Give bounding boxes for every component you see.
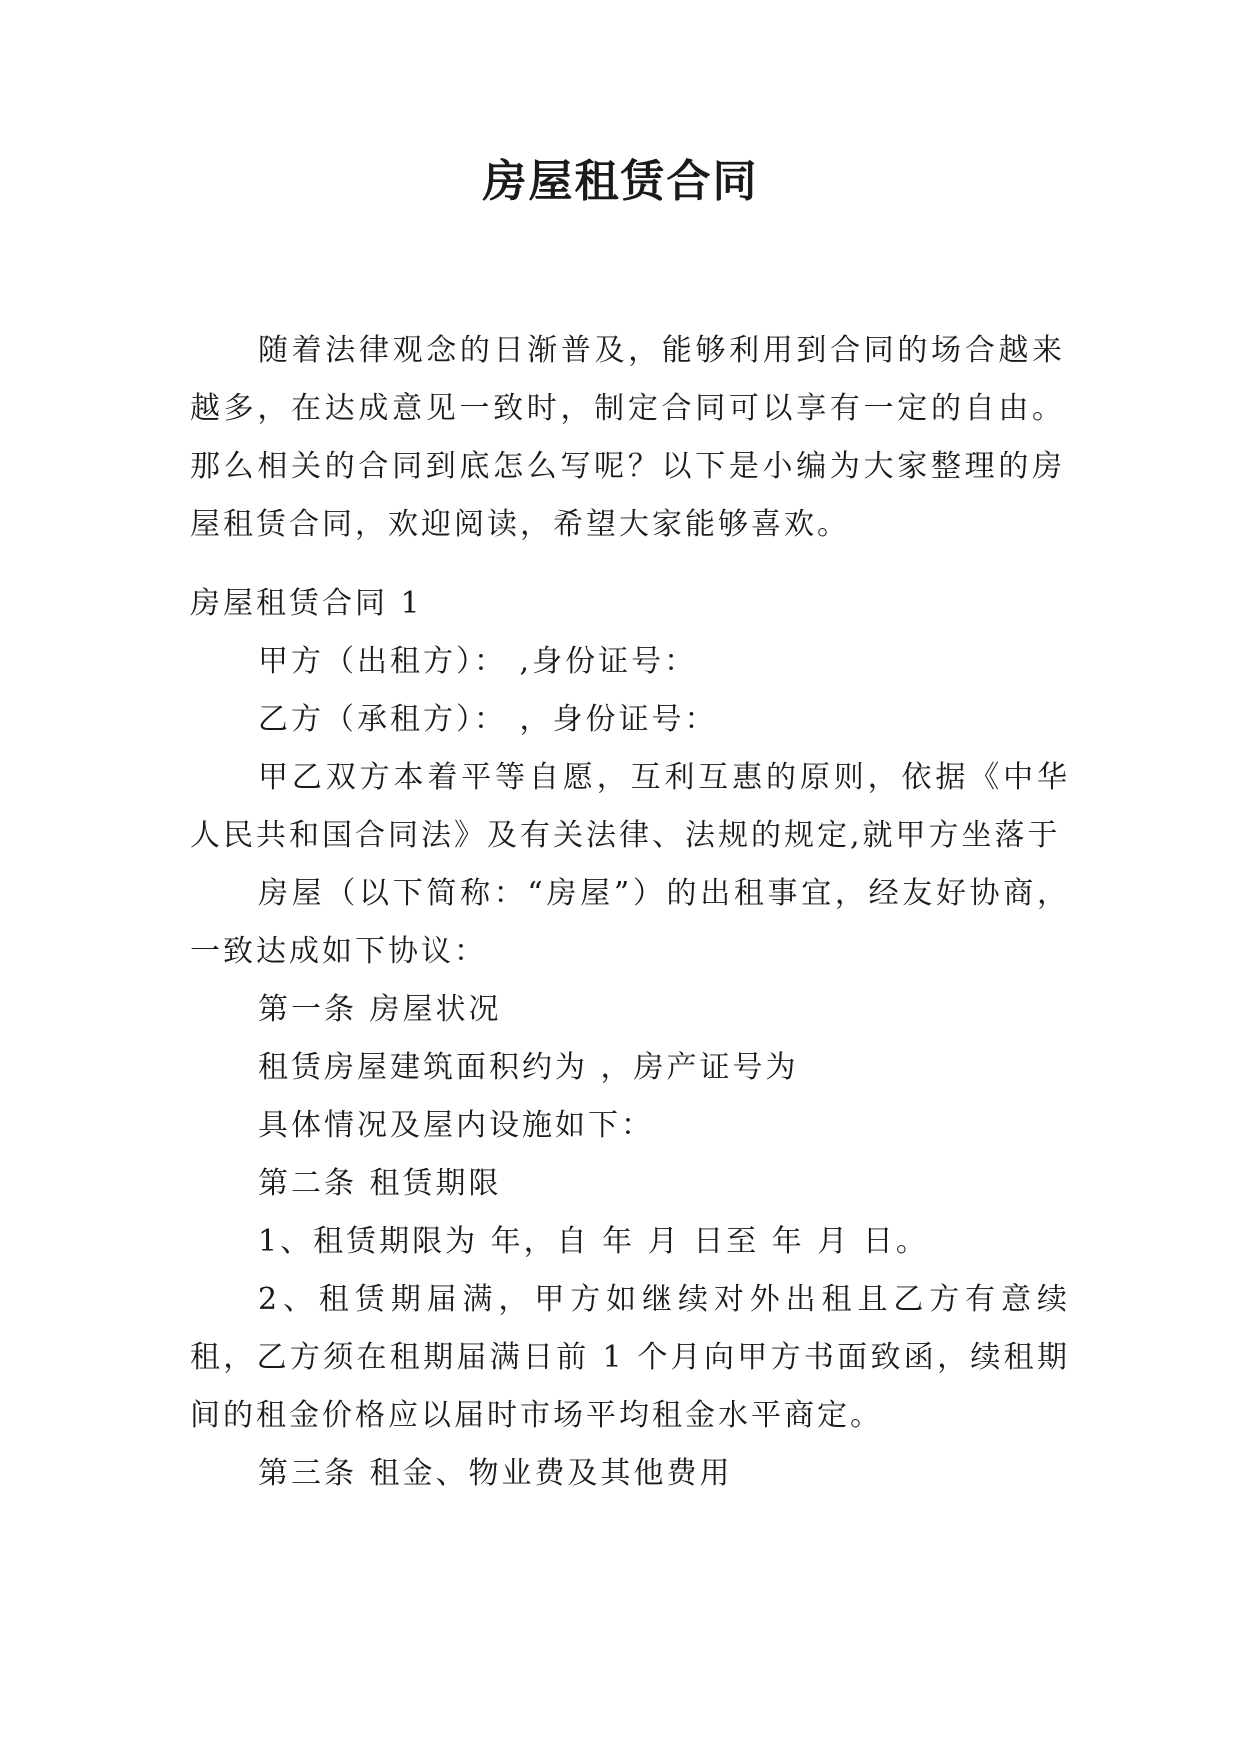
article-2-clause-1: 1、租赁期限为 年，自 年 月 日至 年 月 日。 (258, 1224, 929, 1259)
party-b-line: 乙方（承租方）： ，身份证号： (258, 702, 718, 737)
article-1-heading: 第一条 房屋状况 (258, 992, 502, 1027)
article-2-clause-2: 2、租赁期届满，甲方如继续对外出租且乙方有意续租，乙方须在租期届满日前 1 个月向甲方书面致函，续租期间的租金价格应以届时市场平均租金水平商定。 (190, 1282, 1070, 1433)
article-1-area-line: 租赁房屋建筑面积约为 ，房产证号为 (258, 1050, 799, 1085)
article-3-heading: 第三条 租金、物业费及其他费用 (258, 1456, 733, 1491)
contract-body (190, 575, 1070, 1503)
intro-paragraph: 随着法律观念的日渐普及，能够利用到合同的场合越来越多，在达成意见一致时，制定合同可以享有一定的自由。那么相关的合同到底怎么写呢？以下是小编为大家整理的房屋租赁合同，欢迎阅读，希望大家能够喜欢。 (190, 333, 1065, 542)
preamble-paragraph: 甲乙双方本着平等自愿，互利互惠的原则，依据《中华人民共和国合同法》及有关法律、法规的规定,就甲方坐落于 (190, 760, 1070, 853)
party-a-line: 甲方（出租方）： ,身份证号： (258, 644, 698, 679)
page-title: 房屋租赁合同 (482, 156, 759, 207)
preamble-continued-paragraph: 房屋（以下简称：“房屋”）的出租事宜，经友好协商，一致达成如下协议： (190, 876, 1070, 969)
article-2-heading: 第二条 租赁期限 (258, 1166, 502, 1201)
article-1-facilities-line: 具体情况及屋内设施如下： (258, 1108, 654, 1143)
section-title: 房屋租赁合同 1 (190, 586, 423, 621)
